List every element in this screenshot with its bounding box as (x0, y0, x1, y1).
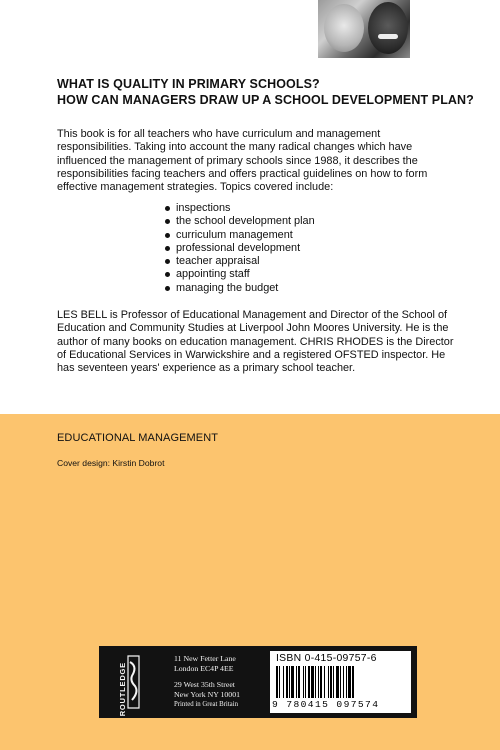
intro-line: This book is for all teachers who have curriculum and management (57, 128, 381, 140)
intro-line: responsibilities. Taking into account the many radical changes which have (57, 141, 413, 154)
isbn-box (270, 651, 411, 713)
topic-item: curriculum management (164, 229, 315, 242)
barcode-icon (276, 666, 406, 698)
publisher-imprint (99, 646, 417, 718)
printed-in: Printed in Great Britain (174, 701, 238, 708)
intro-line: influenced the management of primary schools since 1988, it describes the (57, 154, 418, 167)
address-line: 29 West 35th Street (174, 680, 235, 689)
intro-line: responsibilities facing teachers and offers practical guidelines on how to form (57, 167, 428, 180)
intro-paragraph (57, 128, 475, 194)
question-line: HOW CAN MANAGERS DRAW UP A SCHOOL DEVELOPMENT PLAN? (57, 93, 474, 107)
routledge-logo (113, 652, 141, 717)
address-line: London EC4P 4EE (174, 664, 234, 673)
cover-photo-children (318, 0, 410, 58)
series-title: EDUCATIONAL MANAGEMENT (57, 432, 219, 444)
publisher-name: ROUTLEDGE (118, 662, 127, 717)
child-face-right (368, 2, 408, 54)
topic-item: professional development (164, 242, 315, 255)
barcode-number: 9 780415 097574 (272, 699, 380, 710)
bio-line: of Educational Services in Warwickshire and a registered OFSTED inspector. He (57, 348, 446, 361)
topic-item: appointing staff (164, 268, 315, 281)
smile (378, 34, 398, 39)
question-line: WHAT IS QUALITY IN PRIMARY SCHOOLS? (57, 77, 320, 91)
publisher-address (174, 654, 240, 710)
bio-line: LES BELL is Professor of Educational Management and Director of the School of (57, 309, 448, 321)
cover-design-credit: Cover design: Kirstin Dobrot (57, 458, 165, 468)
intro-line: effective management strategies. Topics covered include: (57, 181, 334, 194)
address-line: 11 New Fetter Lane (174, 654, 236, 663)
bio-line: has seventeen years' experience as a primary school teacher. (57, 362, 356, 375)
topic-item: managing the budget (164, 282, 315, 295)
topic-item: inspections (164, 202, 315, 215)
bio-line: author of many books on education management. CHRIS RHODES is the Director (57, 335, 454, 348)
topics-list (164, 202, 315, 295)
bio-line: Education and Community Studies at Liverpool John Moores University. He is the (57, 322, 449, 335)
child-face-left (324, 4, 364, 52)
headline-questions (57, 76, 497, 108)
author-bio (57, 309, 477, 375)
topic-item: teacher appraisal (164, 255, 315, 268)
address-line: New York NY 10001 (174, 690, 240, 699)
topic-item: the school development plan (164, 215, 315, 228)
isbn-label: ISBN 0-415-09757-6 (276, 653, 377, 664)
